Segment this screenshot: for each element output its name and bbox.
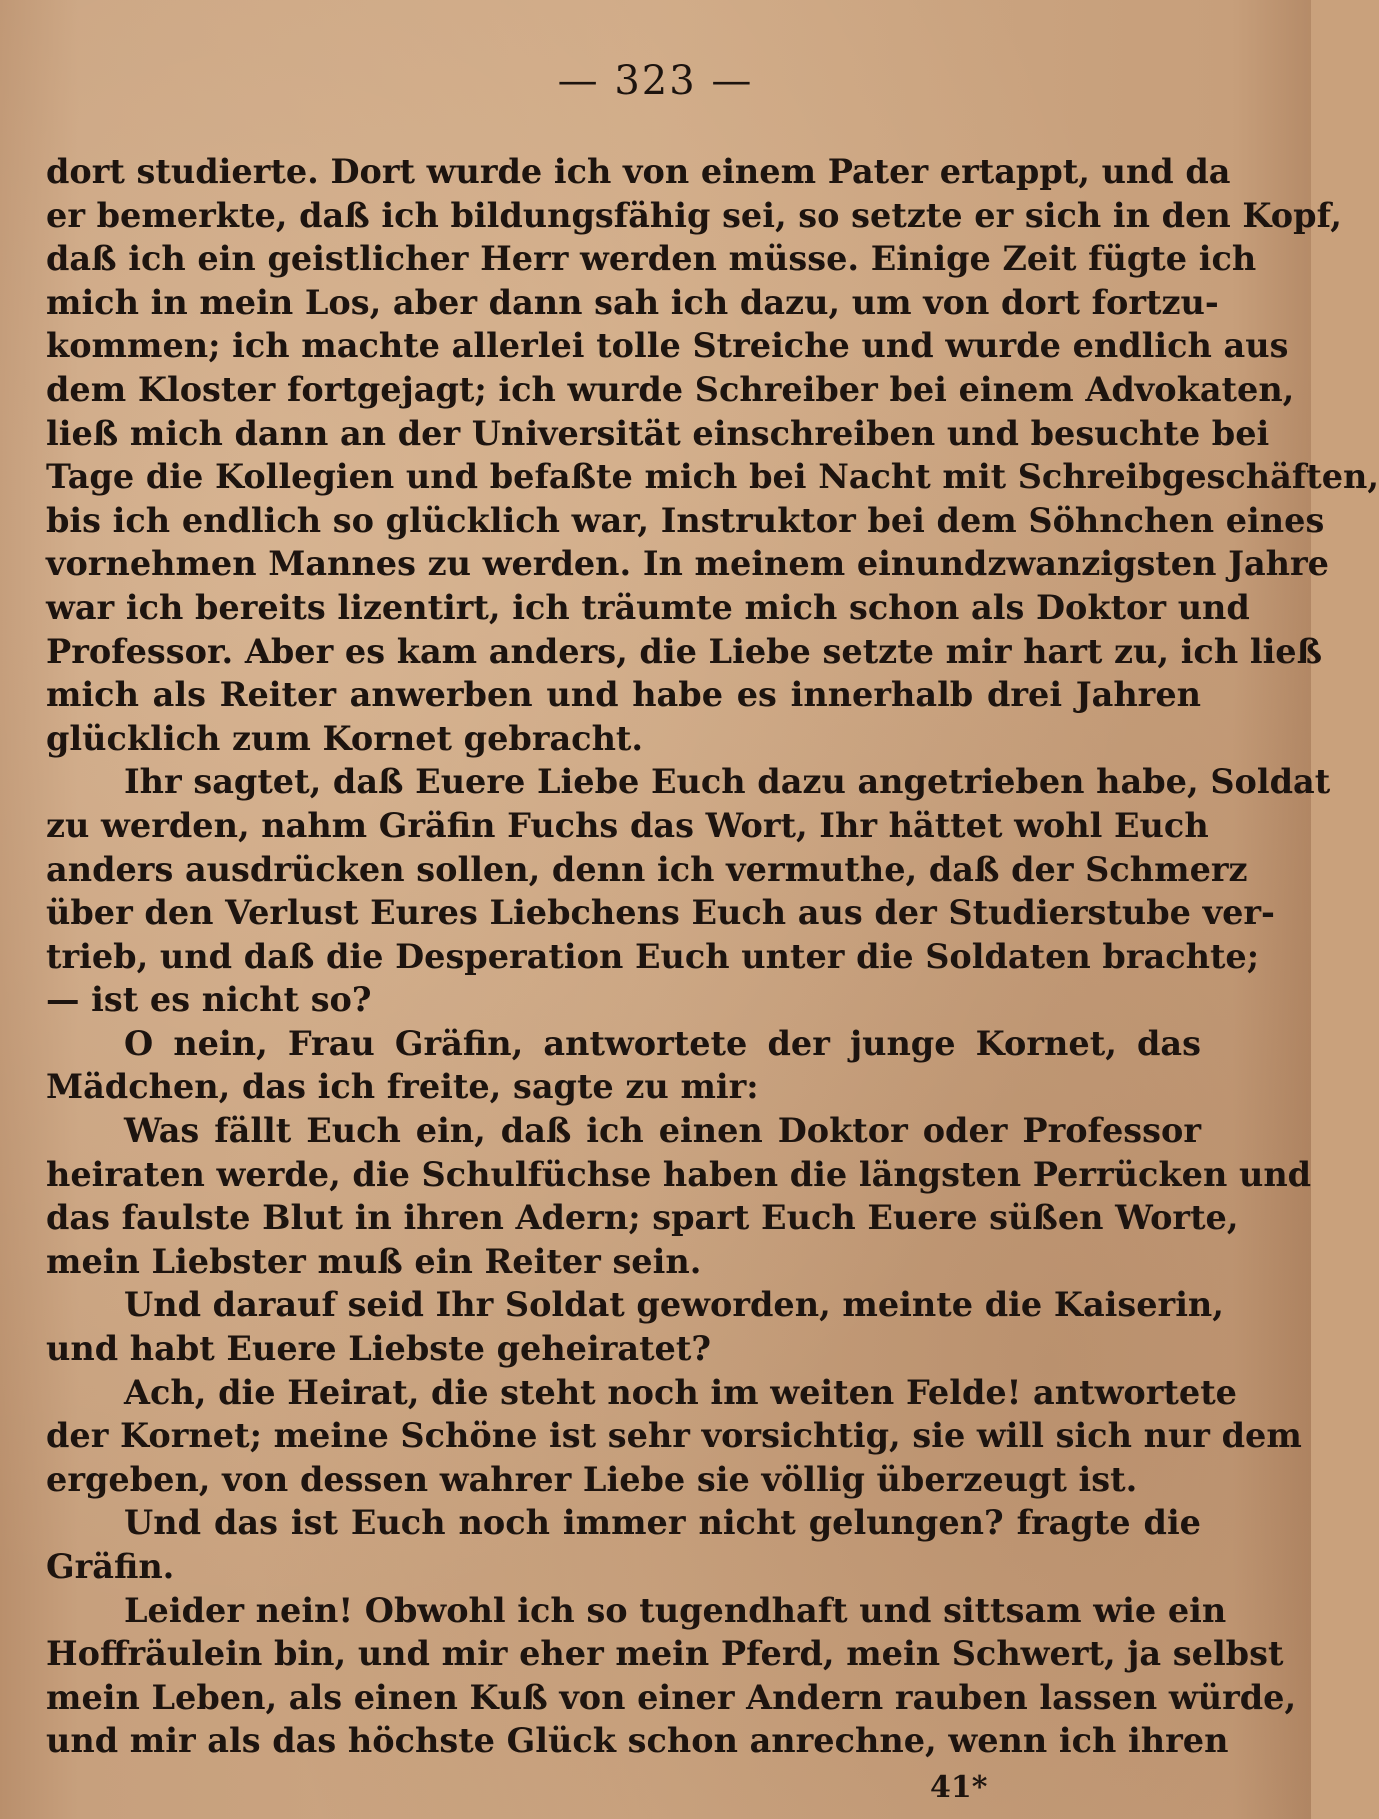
printer-signature-mark: 41*: [930, 1770, 988, 1805]
text-line: dort studierte. Dort wurde ich von einem Pater ertappt, und da: [46, 152, 1231, 191]
text-line: mein Liebster muß ein Reiter sein.: [46, 1241, 702, 1281]
text-line: Was fällt Euch ein, daß ich einen Doktor oder Professor: [124, 1111, 1201, 1151]
text-line: ließ mich dann an der Universität einschreiben und besuchte bei: [46, 413, 1270, 453]
text-line: bis ich endlich so glücklich war, Instruktor bei dem Söhnchen eines: [46, 500, 1325, 540]
text-line: Mädchen, das ich freite, sagte zu mir:: [46, 1067, 759, 1107]
page-number: — 323 —: [557, 58, 754, 104]
text-line: mich als Reiter anwerben und habe es innerhalb drei Jahren: [46, 675, 1201, 715]
text-line: dem Kloster fortgejagt; ich wurde Schreiber bei einem Advokaten,: [46, 369, 1295, 409]
text-line: glücklich zum Kornet gebracht.: [46, 718, 644, 758]
text-line: Und darauf seid Ihr Soldat geworden, meinte die Kaiserin,: [124, 1285, 1224, 1325]
text-line: Leider nein! Obwohl ich so tugendhaft und sittsam wie ein: [124, 1590, 1227, 1630]
text-line: O nein, Frau Gräfin, antwortete der junge Kornet, das: [124, 1023, 1201, 1063]
text-line: der Kornet; meine Schöne ist sehr vorsichtig, sie will sich nur dem: [46, 1416, 1302, 1456]
text-line: vornehmen Mannes zu werden. In meinem einundzwanzigsten Jahre: [46, 544, 1329, 584]
text-line: Hoffräulein bin, und mir eher mein Pferd, mein Schwert, ja selbst: [46, 1634, 1284, 1674]
text-line: kommen; ich machte allerlei tolle Streiche und wurde endlich aus: [46, 326, 1289, 366]
body-text: [46, 150, 1379, 1763]
text-line: mein Leben, als einen Kuß von einer Andern rauben lassen würde,: [46, 1677, 1297, 1717]
text-line: das faulste Blut in ihren Adern; spart Euch Euere süßen Worte,: [46, 1198, 1239, 1238]
text-line: anders ausdrücken sollen, denn ich vermuthe, daß der Schmerz: [46, 849, 1248, 889]
text-line: er bemerkte, daß ich bildungsfähig sei, so setzte er sich in den Kopf,: [46, 195, 1342, 235]
text-line: über den Verlust Eures Liebchens Euch aus der Studierstube ver-: [46, 893, 1275, 933]
text-line: zu werden, nahm Gräfin Fuchs das Wort, Ihr hättet wohl Euch: [46, 805, 1209, 845]
text-line: Und das ist Euch noch immer nicht gelungen? fragte die: [124, 1503, 1201, 1543]
text-line: Ach, die Heirat, die steht noch im weiten Felde! antwortete: [124, 1372, 1237, 1412]
text-line: daß ich ein geistlicher Herr werden müsse. Einige Zeit fügte ich: [46, 239, 1257, 279]
text-line: Ihr sagtet, daß Euere Liebe Euch dazu angetrieben habe, Soldat: [124, 762, 1331, 802]
text-line: Professor. Aber es kam anders, die Liebe setzte mir hart zu, ich ließ: [46, 631, 1323, 671]
text-line: trieb, und daß die Desperation Euch unter die Soldaten brachte;: [46, 936, 1260, 976]
text-line: Tage die Kollegien und befaßte mich bei Nacht mit Schreibgeschäften,: [46, 457, 1379, 497]
text-line: heiraten werde, die Schulfüchse haben die längsten Perrücken und: [46, 1154, 1312, 1194]
text-line: und mir als das höchste Glück schon anrechne, wenn ich ihren: [46, 1721, 1229, 1761]
text-line: — ist es nicht so?: [46, 980, 372, 1020]
text-line: war ich bereits lizentirt, ich träumte mich schon als Doktor und: [46, 587, 1250, 627]
text-line: und habt Euere Liebste geheiratet?: [46, 1329, 711, 1369]
text-line: Gräfin.: [46, 1547, 175, 1586]
text-line: ergeben, von dessen wahrer Liebe sie völlig überzeugt ist.: [46, 1459, 1138, 1499]
text-line: mich in mein Los, aber dann sah ich dazu, um von dort fortzu-: [46, 282, 1219, 322]
